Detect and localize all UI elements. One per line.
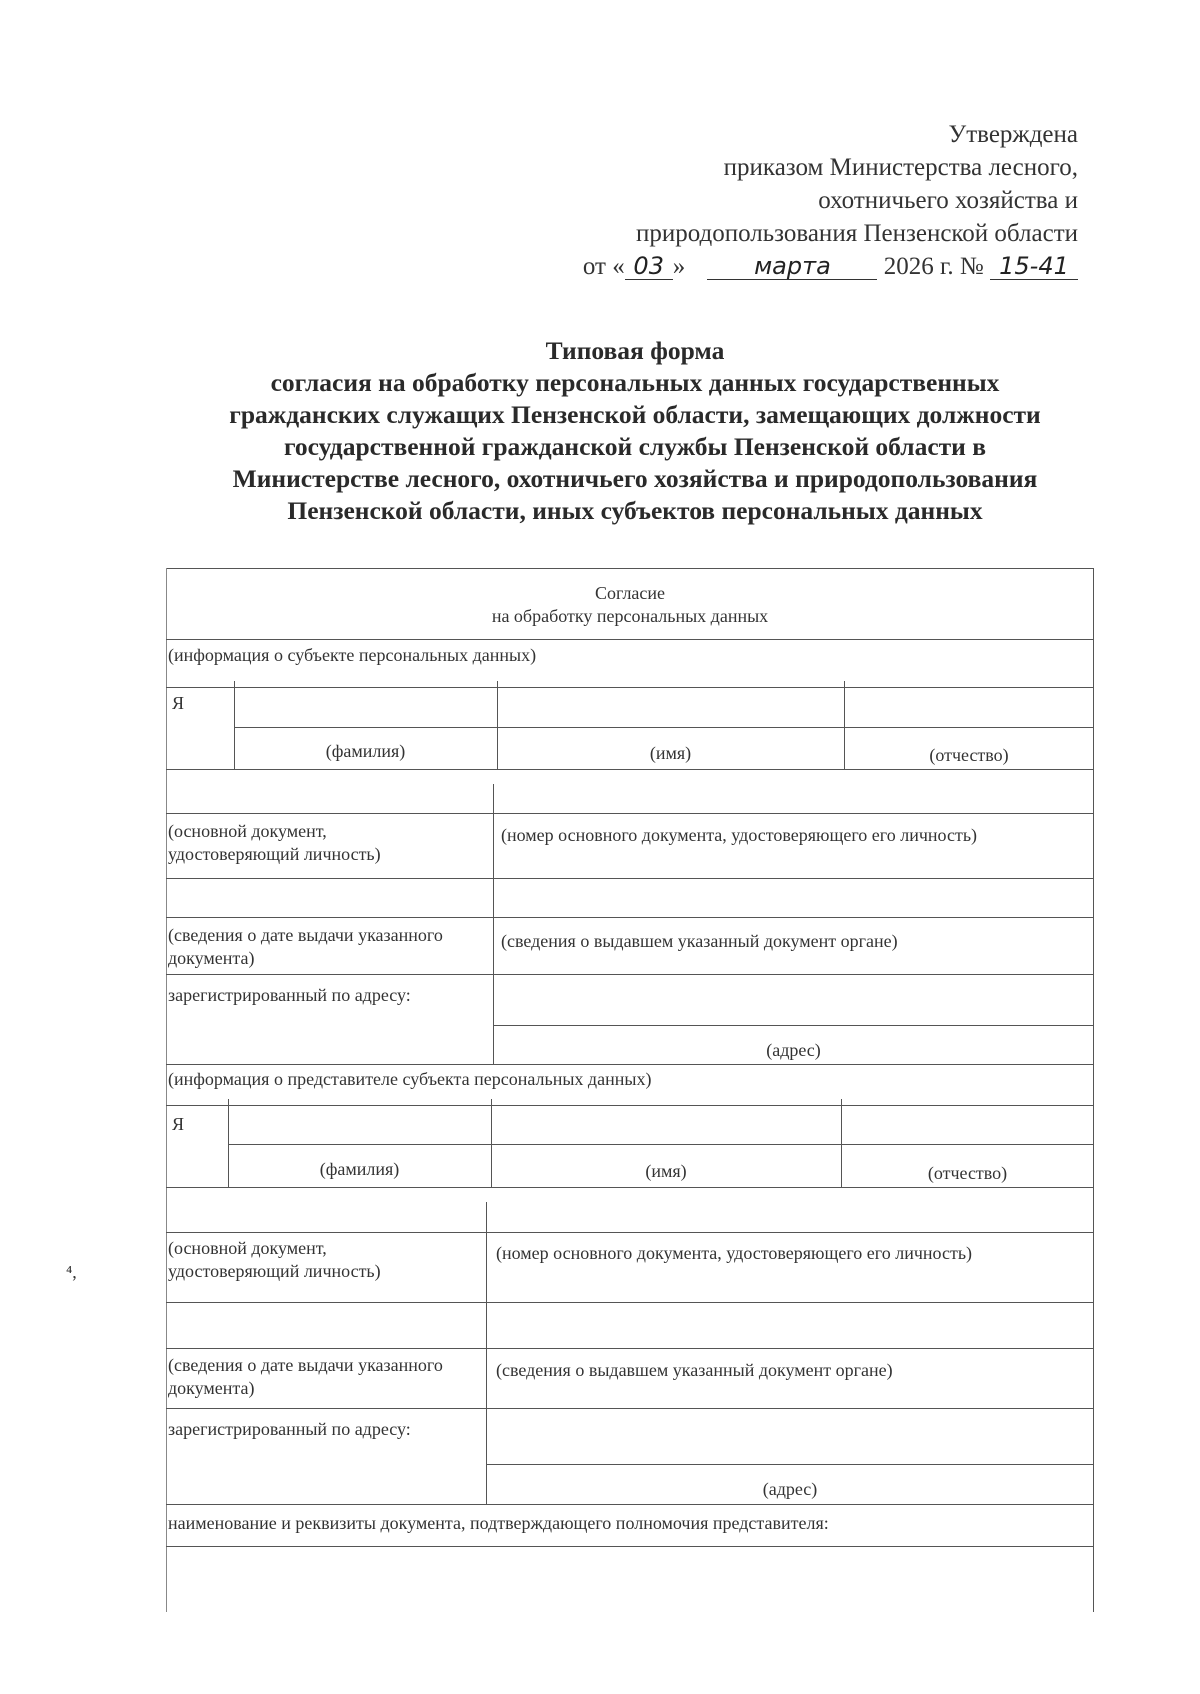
subject-registered-label: зарегистрированный по адресу: xyxy=(168,985,411,1005)
subject-doc-type-1: (основной документ, xyxy=(168,821,327,841)
divider xyxy=(228,1144,1094,1145)
subject-patronymic-caption: (отчество) xyxy=(929,745,1009,765)
subject-doc-number-caption: (номер основного документа, удостоверяющего его личность) xyxy=(501,825,978,845)
title-line-5: Министерстве лесного, охотничьего хозяйства и природопользования xyxy=(232,464,1038,493)
title-line-2: согласия на обработку персональных данных государственных xyxy=(270,368,1000,397)
rep-doc-type-2: удостоверяющий личность) xyxy=(168,1261,381,1281)
rep-ya: Я xyxy=(172,1114,185,1134)
divider xyxy=(166,1408,1094,1409)
approval-block xyxy=(583,118,1078,283)
subject-issuer-caption: (сведения о выдавшем указанный документ органе) xyxy=(501,931,898,951)
subject-issue-date-2: документа) xyxy=(168,948,255,968)
subject-issue-date-1: (сведения о дате выдачи указанного xyxy=(168,925,443,945)
title-line-4: государственной гражданской службы Пензенской области в xyxy=(283,432,987,461)
date-day-close: » xyxy=(672,253,686,280)
margin-mark: ⁴, xyxy=(66,1262,77,1282)
approval-line-4: природопользования Пензенской области xyxy=(635,220,1078,247)
divider xyxy=(493,1025,1094,1026)
rep-doc-number-caption: (номер основного документа, удостоверяющего его личность) xyxy=(496,1243,973,1263)
divider xyxy=(166,1105,1094,1106)
date-from-label: от « xyxy=(582,253,625,280)
approval-line-2: приказом Министерства лесного, xyxy=(723,154,1078,181)
divider xyxy=(486,1464,1094,1465)
divider xyxy=(166,1187,1094,1188)
subject-name-caption: (имя) xyxy=(649,743,692,763)
rep-issue-date-2: документа) xyxy=(168,1378,255,1398)
subject-surname-caption: (фамилия) xyxy=(325,741,406,761)
rep-issue-date-1: (сведения о дате выдачи указанного xyxy=(168,1355,443,1375)
subject-address-caption: (адрес) xyxy=(766,1040,821,1060)
divider xyxy=(166,1348,1094,1349)
form-top-border xyxy=(166,568,1094,569)
form-left-border xyxy=(166,568,167,1612)
rep-name-caption: (имя) xyxy=(645,1161,687,1181)
divider xyxy=(166,974,1094,975)
rep-address-caption: (адрес) xyxy=(762,1479,818,1499)
handwritten-number: 15-41 xyxy=(990,253,1078,280)
approval-date-line xyxy=(583,250,1078,283)
divider xyxy=(166,1546,1094,1547)
rep-surname-caption: (фамилия) xyxy=(319,1159,400,1179)
title-line-3: гражданских служащих Пензенской области, замещающих должности xyxy=(229,400,1041,429)
rep-patronymic-caption: (отчество) xyxy=(927,1163,1008,1183)
subject-section-label: (информация о субъекте персональных данных) xyxy=(168,645,537,665)
divider xyxy=(166,1504,1094,1505)
form-heading-2: на обработку персональных данных xyxy=(491,606,769,626)
divider xyxy=(166,813,1094,814)
divider xyxy=(166,639,1094,640)
title-line-6: Пензенской области, иных субъектов персональных данных xyxy=(287,496,983,525)
divider xyxy=(166,1064,1094,1065)
date-year-label: 2026 г. № xyxy=(883,253,984,280)
document-title xyxy=(150,335,1120,527)
divider xyxy=(166,917,1094,918)
handwritten-day: 03 xyxy=(625,253,673,280)
divider xyxy=(166,687,1094,688)
rep-registered-label: зарегистрированный по адресу: xyxy=(168,1419,411,1439)
divider xyxy=(166,878,1094,879)
rep-issuer-caption: (сведения о выдавшем указанный документ органе) xyxy=(496,1360,893,1380)
form-heading-1: Согласие xyxy=(594,583,666,603)
rep-section-label: (информация о представителе субъекта персональных данных) xyxy=(168,1069,652,1089)
consent-form-table xyxy=(166,568,1094,1612)
approval-line-3: охотничьего хозяйства и xyxy=(818,187,1078,214)
handwritten-month: марта xyxy=(707,253,877,280)
rep-authority-doc-label: наименование и реквизиты документа, подтверждающего полномочия представителя: xyxy=(168,1513,829,1533)
approval-line-1: Утверждена xyxy=(948,121,1078,148)
divider xyxy=(166,1302,1094,1303)
divider xyxy=(166,1232,1094,1233)
divider xyxy=(166,769,1094,770)
subject-ya: Я xyxy=(172,693,185,713)
divider xyxy=(234,727,1094,728)
rep-doc-type-1: (основной документ, xyxy=(168,1238,327,1258)
title-line-1: Типовая форма xyxy=(545,336,725,365)
subject-doc-type-2: удостоверяющий личность) xyxy=(168,844,381,864)
form-right-border xyxy=(1093,568,1094,1612)
